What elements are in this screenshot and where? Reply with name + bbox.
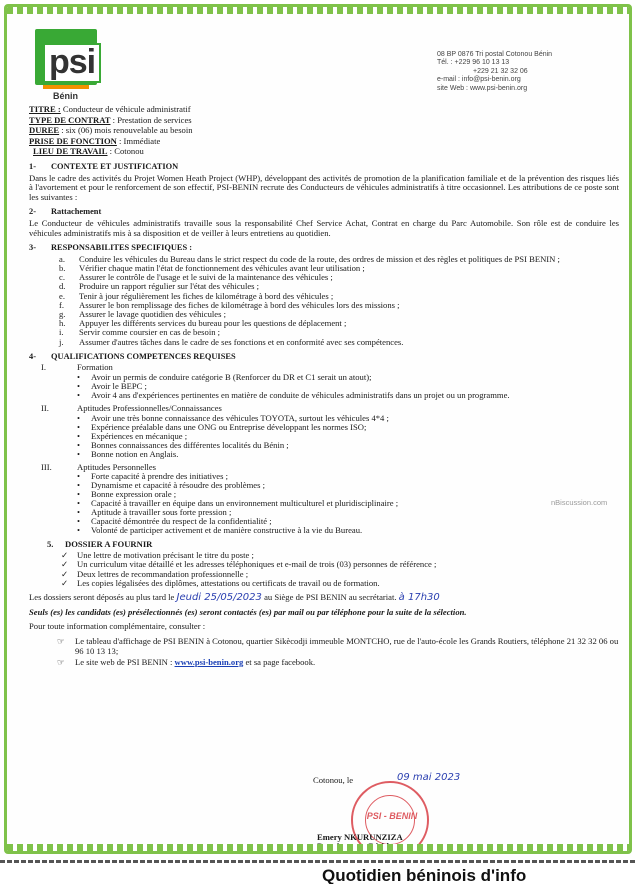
info-intro: Pour toute information complémentaire, consulter : (29, 621, 206, 632)
list-item: • Forte capacité à prendre des initiatives ; (77, 471, 228, 482)
contact-website: site Web : www.psi-benin.org (437, 84, 528, 92)
bullet-icon: • (77, 421, 81, 432)
qualification-heading: Aptitudes Personnelles (77, 461, 157, 472)
info-list (29, 636, 619, 667)
section-3-title: 3- RESPONSABILITES SPECIFIQUES : (29, 243, 193, 253)
qualification-professional: II. Aptitudes Professionnelles/Connaissances • Avoir une très bonne connaissance des véhicules TOYOTA, surtout les véhicules 4*4 ; • Expérience préalable dans une ONG ou Entreprise développant les normes ISO; • Expériences en mécanique ; • Bonnes connaissances des différentes localités du Bénin ; • Bonne notion en Anglais. (29, 404, 619, 459)
logo-country: Bénin (53, 91, 79, 101)
list-item: • Avoir le BEPC ; (77, 380, 147, 391)
list-item: d. Produire un rapport régulier sur l'état des véhicules ; (59, 281, 260, 292)
footer-divider (0, 860, 636, 863)
list-item: • Bonnes connaissances des différentes localités du Bénin ; (77, 439, 289, 450)
meta-prise: PRISE DE FONCTION : Immédiate (29, 135, 161, 146)
green-border-top (7, 7, 629, 14)
bullet-icon: • (77, 498, 81, 509)
pointing-hand-icon: ☞ (57, 656, 65, 667)
section-5-title: 5. DOSSIER A FOURNIR (47, 539, 153, 550)
section-2-title: 2- Rattachement (29, 207, 102, 217)
list-item: ✓ Les copies légalisées des diplômes, attestations ou certificats de travail ou de formation. (61, 577, 380, 588)
list-item: c. Assurer le contrôle de l'usage et le suivi de la maintenance des véhicules ; (59, 272, 333, 283)
checkmark-icon: ✓ (61, 568, 69, 579)
list-item: • Avoir un permis de conduire catégorie B (Renforcer du DR et C1 serait un atout); (77, 371, 372, 382)
meta-duree: DUREE : six (06) mois renouvelable au besoin (29, 125, 193, 136)
list-item: ☞ Le site web de PSI BENIN : www.psi-benin.org et sa page facebook. (57, 656, 316, 667)
website-link[interactable]: www.psi-benin.org (174, 656, 244, 667)
contact-phone-1: Tél. : +229 96 10 13 13 (437, 59, 510, 67)
bullet-icon: • (77, 371, 81, 382)
list-item: • Avoir 4 ans d'expériences pertinentes en matière de conduite de véhicules administratifs dans un projet ou un programme. (77, 389, 510, 400)
watermark: nBiscussion.com (551, 498, 608, 507)
list-item: b. Vérifier chaque matin l'état de fonctionnement des véhicules avant leur utilisation ; (59, 262, 365, 273)
green-border-bottom (7, 844, 629, 851)
selection-notice: Seuls (es) les candidats (es) présélectionnés (es) seront contactés (es) par mail ou par téléphone pour la suite de la sélection. (29, 607, 467, 618)
section-4-title: 4- QUALIFICATIONS COMPETENCES REQUISES (29, 351, 236, 361)
contact-phone-2: +229 21 32 32 06 (473, 67, 528, 75)
contact-address: 08 BP 0876 Tri postal Cotonou Bénin (437, 51, 553, 58)
list-item: ✓ Deux lettres de recommandation professionnelle ; (61, 568, 249, 579)
section-1-text: Dans le cadre des activités du Projet Women Heath Project (WHP), développant des activités de promotion de la planification familiale et de la prévention des risques liés à l'avortement et pour le renforcement de son effectif, PSI-BENIN recrute des Conducteurs de véhicules administratifs à titre occasionnel. Les attributions de ce poste sont les suivantes : (29, 172, 619, 202)
responsibilities-list (29, 255, 619, 347)
list-item: • Expérience préalable dans une ONG ou Entreprise développant les normes ISO; (77, 421, 367, 432)
contact-block (437, 51, 627, 93)
stamp-text: PSI - BENIN (366, 811, 418, 821)
qualification-formation: I. Formation • Avoir un permis de conduire catégorie B (Renforcer du DR et C1 serait un atout); • Avoir le BEPC ; • Avoir 4 ans d'expériences pertinentes en matière de conduite de véhicules administratifs dans un projet ou un programme. (29, 363, 619, 400)
bullet-icon: • (77, 439, 81, 450)
bullet-icon: • (77, 516, 81, 527)
bullet-icon: • (77, 430, 81, 441)
list-item: e. Tenir à jour régulièrement les fiches de kilométrage à bord des véhicules ; (59, 290, 334, 301)
qualification-personal: III. Aptitudes Personnelles • Forte capacité à prendre des initiatives ; • Dynamisme et capacité à résoudre des problèmes ; • Bonne expression orale ; • Capacité à travailler en équipe dans un environnement multiculturel et pluridisciplinaire ; • Aptitude à travailler sous forte pression ; • Capacité démontrée du respect de la confidentialité ; • Volonté de participer activement et de manière constructive à la vie du Bureau. (29, 463, 619, 536)
list-item: ✓ Un curriculum vitae détaillé et les adresses téléphoniques et e-mail de trois (03) personnes de référence ; (61, 559, 437, 570)
contact-email: e-mail : info@psi-benin.org (437, 76, 521, 84)
meta-lieu: LIEU DE TRAVAIL : Cotonou (33, 146, 144, 157)
list-item: ✓ Une lettre de motivation précisant le titre du poste ; (61, 549, 254, 560)
footer-caption: Quotidien béninois d'info (322, 866, 527, 884)
list-item: g. Assurer le lavage quotidien des véhicules ; (59, 308, 227, 319)
checkmark-icon: ✓ (61, 559, 69, 570)
list-item: • Aptitude à travailler sous forte pression ; (77, 507, 232, 518)
handwritten-signature-date: 09 mai 2023 (397, 772, 461, 783)
handwritten-time: à 17h30 (398, 592, 440, 604)
bullet-icon: • (77, 380, 81, 391)
list-item: a. Conduire les véhicules du Bureau dans le strict respect du code de la route, des ordres de mission et des règles et politiques de PSI BENIN ; (59, 253, 560, 264)
qualification-heading: Aptitudes Professionnelles/Connaissances (77, 402, 222, 413)
bullet-icon: • (77, 489, 81, 500)
bullet-icon: • (77, 412, 81, 423)
list-item: j. Assumer d'autres tâches dans le cadre de ses fonctions et en conformité avec ses compétences. (59, 336, 404, 347)
list-item: • Bonne expression orale ; (77, 489, 177, 500)
document-page (4, 4, 632, 854)
signature-place: Cotonou, le (313, 775, 354, 785)
list-item: • Bonne notion en Anglais. (77, 448, 179, 459)
bullet-icon: • (77, 471, 81, 482)
list-item: • Dynamisme et capacité à résoudre des problèmes ; (77, 480, 265, 491)
list-item: • Volonté de participer activement et de manière constructive à la vie du Bureau. (77, 525, 363, 536)
bullet-icon: • (77, 448, 81, 459)
signature-block (293, 772, 593, 854)
checkmark-icon: ✓ (61, 549, 69, 560)
logo-text: psi (43, 43, 101, 83)
pointing-hand-icon: ☞ (57, 635, 65, 646)
letterhead (7, 19, 629, 105)
section-1-title: 1- CONTEXTE ET JUSTIFICATION (29, 161, 179, 171)
psi-logo (35, 29, 105, 101)
document-body (29, 105, 619, 668)
handwritten-date: Jeudi 25/05/2023 (176, 592, 262, 604)
bullet-icon: • (77, 389, 81, 400)
meta-contrat: TYPE DE CONTRAT : Prestation de services (29, 114, 192, 125)
list-item: ☞ Le tableau d'affichage de PSI BENIN à Cotonou, quartier Sikècodji immeuble MONTCHO, rue de l'auto-école les Grands Routiers, téléphone 21 32 32 06 ou 96 10 13 13; (57, 635, 619, 656)
deadline-text: Les dossiers seront déposés au plus tard le Jeudi 25/05/2023 au Siège de PSI BENIN au secrétariat. à 17h30 (29, 592, 440, 604)
documents-list (29, 551, 619, 589)
checkmark-icon: ✓ (61, 577, 69, 588)
section-2-text: Le Conducteur de véhicules administratifs travaille sous la responsabilité Chef Service Achat, Contrat en charge du Parc Automobile. Son rôle est de conduire les véhicules administratifs mis à sa disposition et de veiller à leurs entretiens au quotidien. (29, 217, 619, 238)
signer-name: Emery NKURUNZIZA (317, 832, 403, 842)
list-item: i. Servir comme coursier en cas de besoin ; (59, 327, 221, 338)
list-item: • Avoir une très bonne connaissance des véhicules TOYOTA, surtout les véhicules 4*4 ; (77, 412, 389, 423)
list-item: • Capacité démontrée du respect de la confidentialité ; (77, 516, 272, 527)
list-item: • Capacité à travailler en équipe dans un environnement multiculturel et pluridisciplinaire ; (77, 498, 399, 509)
meta-titre: TITRE : Conducteur de véhicule administratif (29, 104, 191, 114)
qualification-heading: Formation (77, 362, 113, 373)
bullet-icon: • (77, 480, 81, 491)
list-item: h. Appuyer les différents services du bureau pour les questions de déplacement ; (59, 318, 347, 329)
list-item: • Expériences en mécanique ; (77, 430, 188, 441)
list-item: f. Assurer le bon remplissage des fiches de kilométrage à bord des véhicules lors des missions ; (59, 299, 400, 310)
bullet-icon: • (77, 525, 81, 536)
bullet-icon: • (77, 507, 81, 518)
